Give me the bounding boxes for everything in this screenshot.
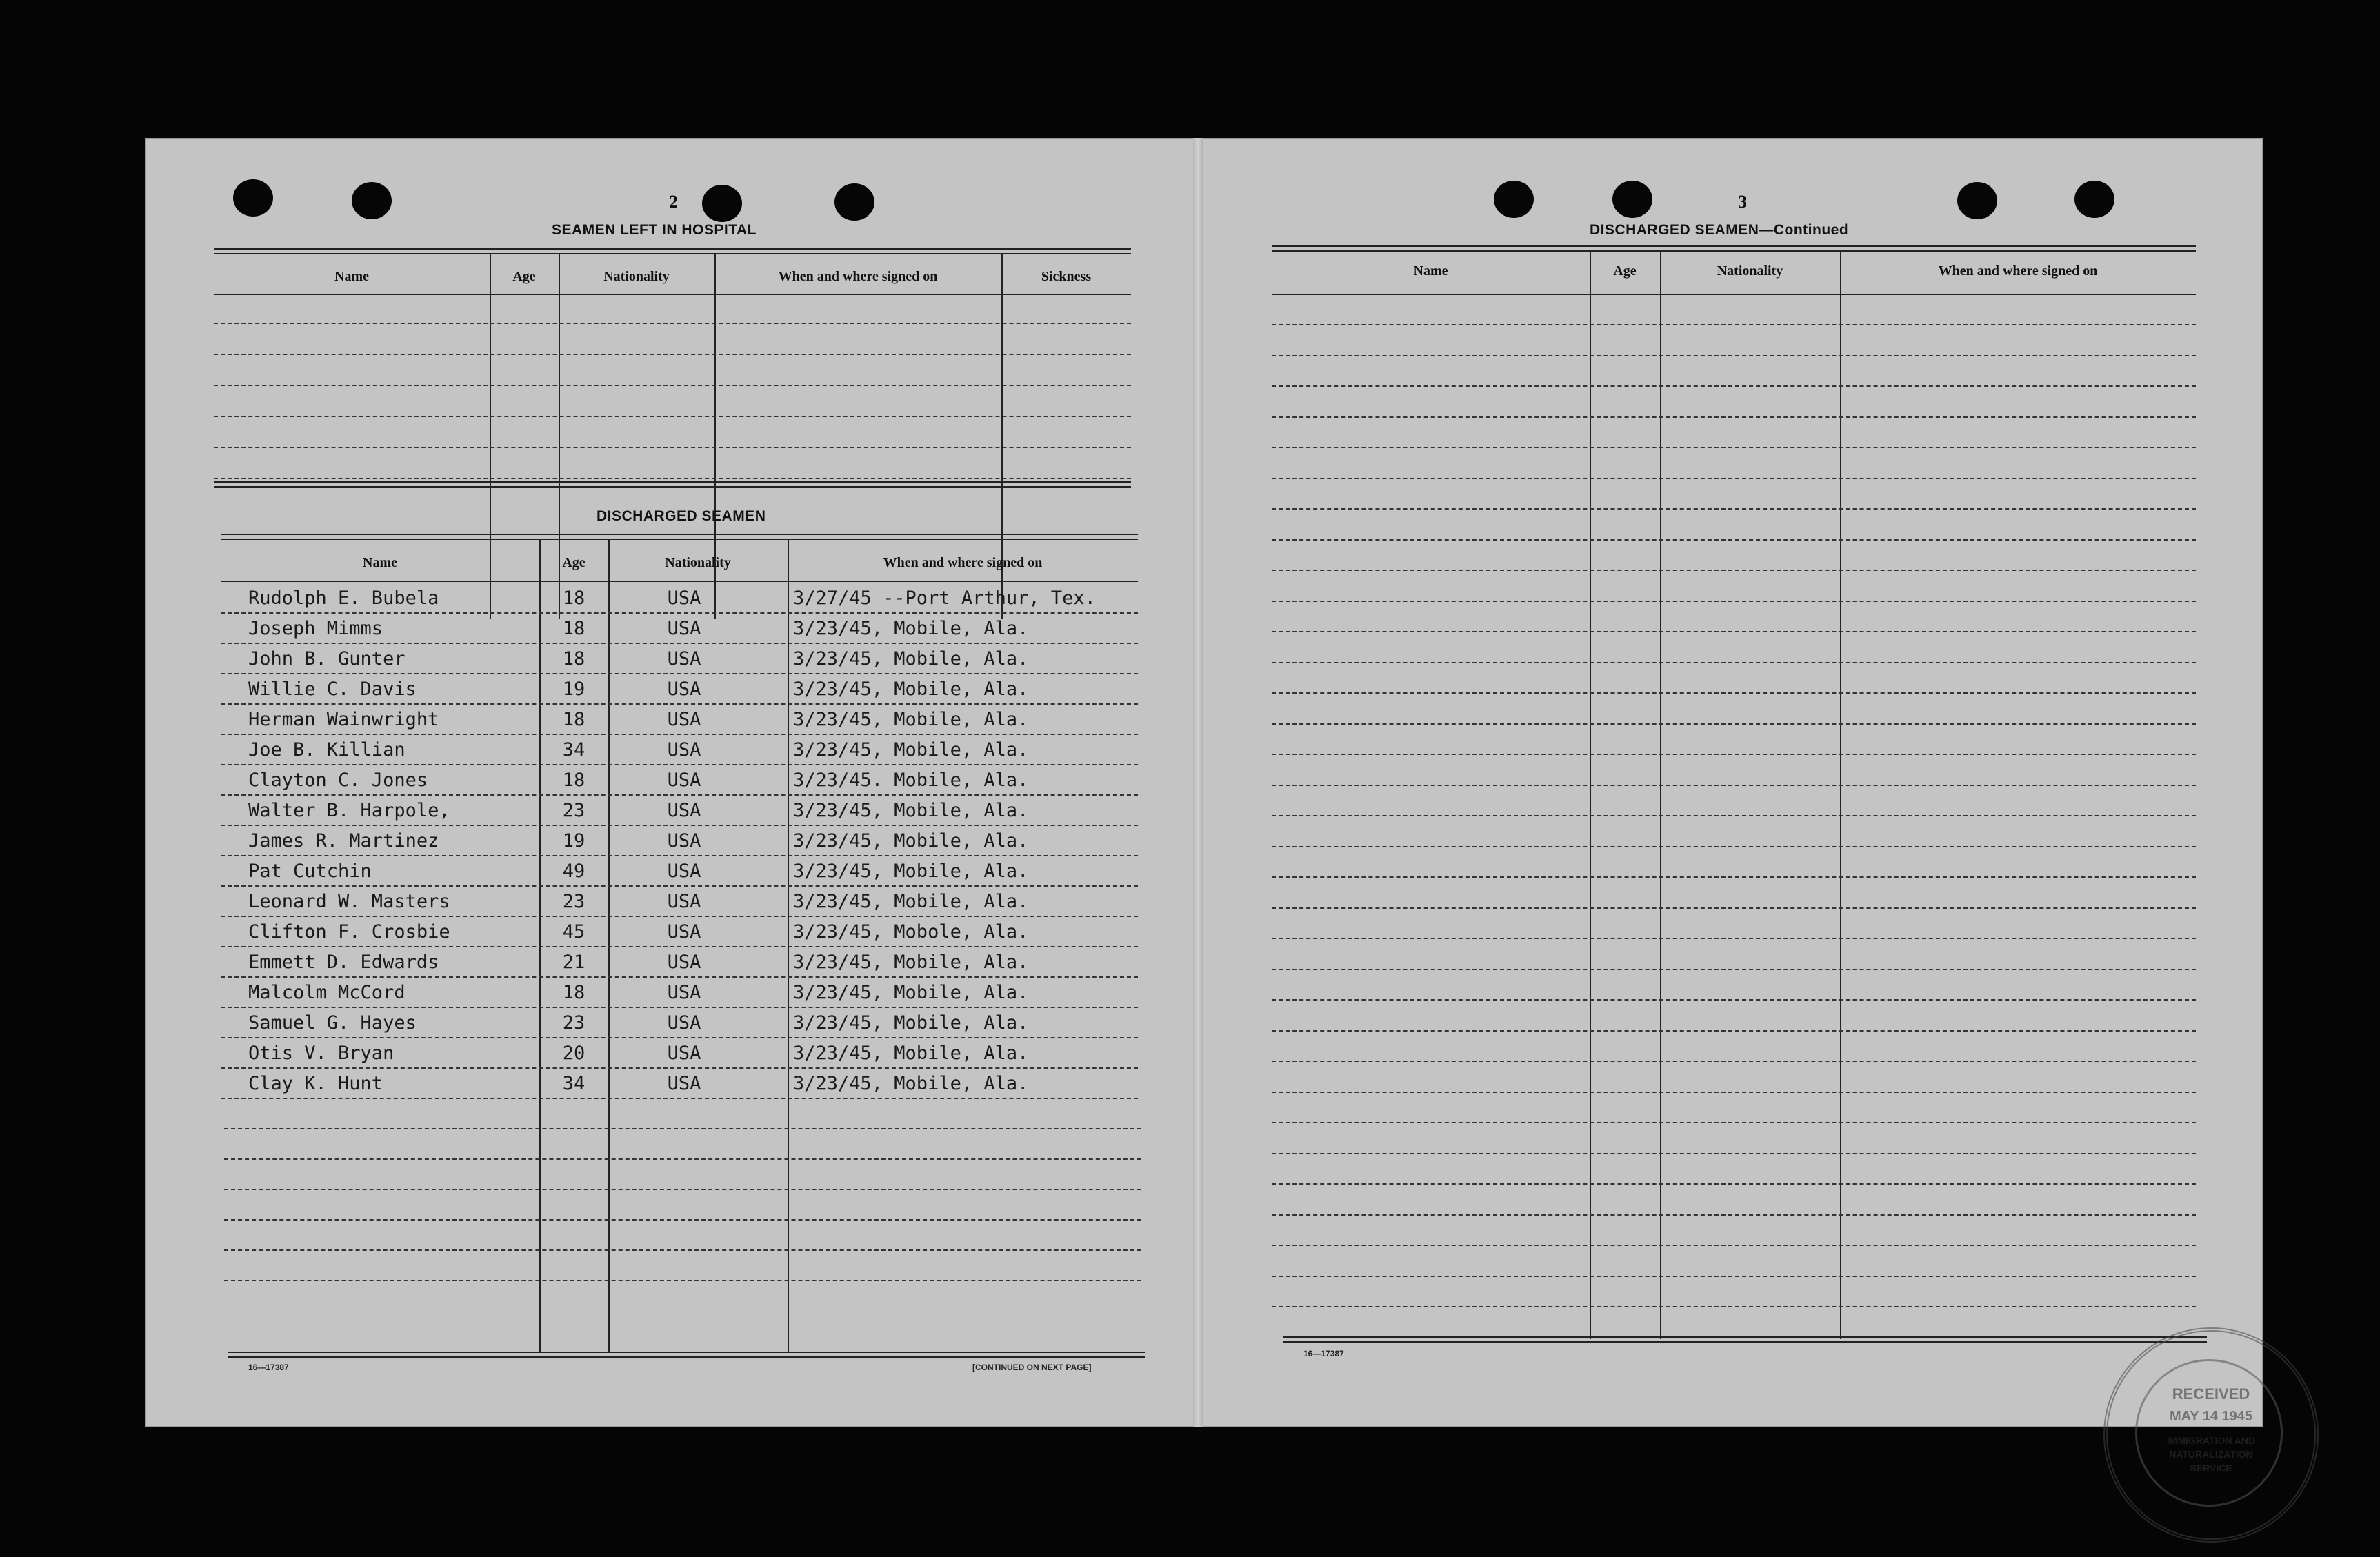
stamp-agency-1: IMMIGRATION AND — [2166, 1435, 2256, 1446]
seaman-name: Samuel G. Hayes — [248, 1012, 417, 1034]
right-row-line — [1272, 1183, 2196, 1185]
right-row-line — [1272, 1153, 2196, 1154]
right-header-rule — [1272, 294, 2196, 295]
seaman-name: Willie C. Davis — [248, 679, 417, 700]
seaman-signed-on: 3/23/45, Mobile, Ala. — [793, 739, 1029, 761]
hospital-col-name: Name — [334, 269, 369, 284]
row-line — [221, 946, 1138, 947]
right-row-line — [1272, 1030, 2196, 1032]
seaman-nationality: USA — [667, 709, 701, 730]
discharged-header-rule — [221, 581, 1138, 582]
right-row-line — [1272, 447, 2196, 448]
form-number-left: 16—17387 — [248, 1363, 289, 1372]
seaman-signed-on: 3/23/45, Mobile, Ala. — [793, 891, 1029, 912]
seaman-age: 23 — [562, 891, 586, 912]
right-row-line — [1272, 1245, 2196, 1246]
hospital-row-line — [214, 478, 1131, 479]
right-row-line — [1272, 355, 2196, 356]
row-line — [221, 673, 1138, 674]
seaman-nationality: USA — [667, 618, 701, 639]
seaman-name: Rudolph E. Bubela — [248, 587, 439, 609]
row-line — [221, 734, 1138, 735]
page-number-left: 2 — [669, 192, 678, 212]
row-line — [221, 764, 1138, 765]
seaman-age: 18 — [562, 982, 586, 1003]
seaman-nationality: USA — [667, 861, 701, 882]
right-row-line — [1272, 662, 2196, 663]
seaman-age: 23 — [562, 800, 586, 821]
right-col-age: Age — [1613, 263, 1637, 279]
discharged-col-nationality: Nationality — [665, 555, 731, 570]
punch-hole — [834, 183, 874, 221]
seaman-age: 34 — [562, 739, 586, 761]
seaman-name: Clay K. Hunt — [248, 1073, 383, 1094]
hospital-col-signed-on: When and where signed on — [778, 269, 938, 284]
right-row-line — [1272, 1214, 2196, 1216]
col-divider — [1840, 251, 1841, 1339]
seaman-age: 20 — [562, 1043, 586, 1064]
right-row-line — [1272, 508, 2196, 510]
hospital-header-rule — [214, 294, 1131, 295]
stamp-date: MAY 14 1945 — [2169, 1409, 2253, 1424]
seaman-name: Herman Wainwright — [248, 709, 439, 730]
row-line — [221, 1067, 1138, 1069]
punch-hole — [702, 185, 742, 222]
seaman-age: 49 — [562, 861, 586, 882]
seaman-name: Otis V. Bryan — [248, 1043, 394, 1064]
right-row-line — [1272, 938, 2196, 939]
row-line — [224, 1158, 1141, 1160]
seaman-signed-on: 3/23/45, Mobile, Ala. — [793, 618, 1029, 639]
row-line — [221, 703, 1138, 705]
seaman-signed-on: 3/23/45, Mobile, Ala. — [793, 709, 1029, 730]
right-row-line — [1272, 1122, 2196, 1123]
seaman-name: Clayton C. Jones — [248, 770, 428, 791]
seaman-age: 19 — [562, 679, 586, 700]
right-row-line — [1272, 907, 2196, 909]
seaman-nationality: USA — [667, 1073, 701, 1094]
right-col-signed-on: When and where signed on — [1938, 263, 2098, 279]
row-line — [224, 1280, 1141, 1281]
row-line — [221, 1098, 1138, 1099]
right-row-line — [1272, 1276, 2196, 1277]
seaman-age: 45 — [562, 921, 586, 943]
row-line — [224, 1219, 1141, 1221]
row-line — [221, 885, 1138, 887]
row-line — [221, 643, 1138, 644]
seaman-age: 18 — [562, 709, 586, 730]
document-sheet — [145, 138, 2263, 1474]
hospital-row-line — [214, 447, 1131, 448]
seaman-signed-on: 3/23/45, Mobile, Ala. — [793, 800, 1029, 821]
hospital-bottom-rule — [214, 481, 1131, 488]
seaman-age: 18 — [562, 618, 586, 639]
seaman-signed-on: 3/23/45, Mobile, Ala. — [793, 861, 1029, 882]
hospital-row-line — [214, 385, 1131, 386]
row-line — [224, 1249, 1141, 1251]
seaman-signed-on: 3/23/45, Mobile, Ala. — [793, 1012, 1029, 1034]
right-row-line — [1272, 385, 2196, 387]
stamp-agency-3: SERVICE — [2190, 1463, 2232, 1474]
seaman-name: Pat Cutchin — [248, 861, 372, 882]
row-line — [221, 1007, 1138, 1008]
seaman-nationality: USA — [667, 739, 701, 761]
row-line — [221, 794, 1138, 796]
seaman-nationality: USA — [667, 1043, 701, 1064]
right-row-line — [1272, 539, 2196, 541]
stamp-inner-ring — [2135, 1359, 2283, 1507]
form-number-right: 16—17387 — [1303, 1349, 1344, 1358]
right-row-line — [1272, 1061, 2196, 1062]
right-row-line — [1272, 876, 2196, 878]
row-line — [221, 1037, 1138, 1038]
right-row-line — [1272, 692, 2196, 694]
seaman-age: 23 — [562, 1012, 586, 1034]
discharged-col-signed-on: When and where signed on — [883, 555, 1043, 570]
seaman-age: 18 — [562, 648, 586, 670]
seaman-age: 21 — [562, 952, 586, 973]
row-line — [221, 916, 1138, 917]
row-line — [224, 1189, 1141, 1190]
seaman-nationality: USA — [667, 648, 701, 670]
seaman-nationality: USA — [667, 679, 701, 700]
col-divider — [1660, 251, 1661, 1339]
row-line — [224, 1128, 1141, 1129]
punch-hole — [2074, 181, 2114, 218]
seaman-signed-on: 3/23/45. Mobile, Ala. — [793, 770, 1029, 791]
seaman-nationality: USA — [667, 891, 701, 912]
right-row-line — [1272, 969, 2196, 970]
hospital-col-nationality: Nationality — [603, 269, 670, 284]
hospital-top-rule — [214, 248, 1131, 254]
right-top-rule — [1272, 245, 2196, 252]
seaman-name: Clifton F. Crosbie — [248, 921, 450, 943]
seaman-nationality: USA — [667, 952, 701, 973]
seaman-nationality: USA — [667, 982, 701, 1003]
seaman-nationality: USA — [667, 1012, 701, 1034]
seaman-name: Walter B. Harpole, — [248, 800, 450, 821]
continued-section-title: DISCHARGED SEAMEN—Continued — [1590, 222, 1849, 238]
continued-note: [CONTINUED ON NEXT PAGE] — [972, 1363, 1092, 1372]
right-row-line — [1272, 723, 2196, 725]
hospital-col-sickness: Sickness — [1041, 269, 1092, 284]
page-number-right: 3 — [1738, 192, 1747, 212]
punch-hole — [1957, 182, 1997, 219]
seaman-signed-on: 3/23/45, Mobile, Ala. — [793, 952, 1029, 973]
seaman-signed-on: 3/23/45, Mobile, Ala. — [793, 982, 1029, 1003]
right-col-name: Name — [1413, 263, 1448, 279]
seaman-name: Malcolm McCord — [248, 982, 406, 1003]
discharged-col-name: Name — [363, 555, 397, 570]
punch-hole — [1494, 181, 1534, 218]
punch-hole — [1612, 181, 1652, 218]
right-row-line — [1272, 1092, 2196, 1093]
seaman-nationality: USA — [667, 587, 701, 609]
row-line — [221, 825, 1138, 826]
page-fold — [1193, 138, 1203, 1427]
right-row-line — [1272, 631, 2196, 632]
seaman-signed-on: 3/27/45 --Port Arthur, Tex. — [793, 587, 1096, 609]
seaman-nationality: USA — [667, 800, 701, 821]
seaman-age: 19 — [562, 830, 586, 852]
seaman-nationality: USA — [667, 830, 701, 852]
seaman-age: 18 — [562, 587, 586, 609]
right-row-line — [1272, 478, 2196, 479]
hospital-row-line — [214, 416, 1131, 417]
discharged-bottom-rule — [228, 1352, 1145, 1358]
right-row-line — [1272, 754, 2196, 755]
seaman-signed-on: 3/23/45, Mobile, Ala. — [793, 679, 1029, 700]
seaman-name: Emmett D. Edwards — [248, 952, 439, 973]
seaman-signed-on: 3/23/45, Mobole, Ala. — [793, 921, 1029, 943]
row-line — [221, 855, 1138, 856]
seaman-signed-on: 3/23/45, Mobile, Ala. — [793, 830, 1029, 852]
seaman-signed-on: 3/23/45, Mobile, Ala. — [793, 1073, 1029, 1094]
row-line — [221, 612, 1138, 614]
col-divider — [1590, 251, 1591, 1339]
row-line — [221, 976, 1138, 978]
seaman-name: Leonard W. Masters — [248, 891, 450, 912]
seaman-signed-on: 3/23/45, Mobile, Ala. — [793, 648, 1029, 670]
punch-hole — [352, 182, 392, 219]
discharged-top-rule — [221, 534, 1138, 540]
right-row-line — [1272, 1306, 2196, 1307]
right-row-line — [1272, 785, 2196, 786]
seaman-name: James R. Martinez — [248, 830, 439, 852]
right-bottom-rule — [1283, 1336, 2207, 1343]
hospital-col-age: Age — [512, 269, 536, 284]
right-col-nationality: Nationality — [1717, 263, 1783, 279]
discharged-col-age: Age — [562, 555, 586, 570]
right-row-line — [1272, 815, 2196, 816]
seaman-name: Joseph Mimms — [248, 618, 383, 639]
seaman-nationality: USA — [667, 921, 701, 943]
right-row-line — [1272, 570, 2196, 571]
seaman-age: 34 — [562, 1073, 586, 1094]
stamp-agency-2: NATURALIZATION — [2169, 1449, 2253, 1460]
seaman-name: Joe B. Killian — [248, 739, 406, 761]
hospital-row-line — [214, 323, 1131, 324]
discharged-section-title: DISCHARGED SEAMEN — [597, 508, 766, 524]
stamp-received: RECEIVED — [2172, 1385, 2250, 1403]
punch-hole — [233, 179, 273, 217]
seaman-nationality: USA — [667, 770, 701, 791]
right-row-line — [1272, 601, 2196, 602]
seaman-name: John B. Gunter — [248, 648, 406, 670]
right-row-line — [1272, 846, 2196, 847]
hospital-section-title: SEAMEN LEFT IN HOSPITAL — [552, 222, 757, 238]
right-row-line — [1272, 999, 2196, 1001]
right-row-line — [1272, 416, 2196, 418]
seaman-age: 18 — [562, 770, 586, 791]
right-row-line — [1272, 324, 2196, 325]
seaman-signed-on: 3/23/45, Mobile, Ala. — [793, 1043, 1029, 1064]
hospital-row-line — [214, 354, 1131, 355]
received-stamp — [2103, 1327, 2319, 1543]
